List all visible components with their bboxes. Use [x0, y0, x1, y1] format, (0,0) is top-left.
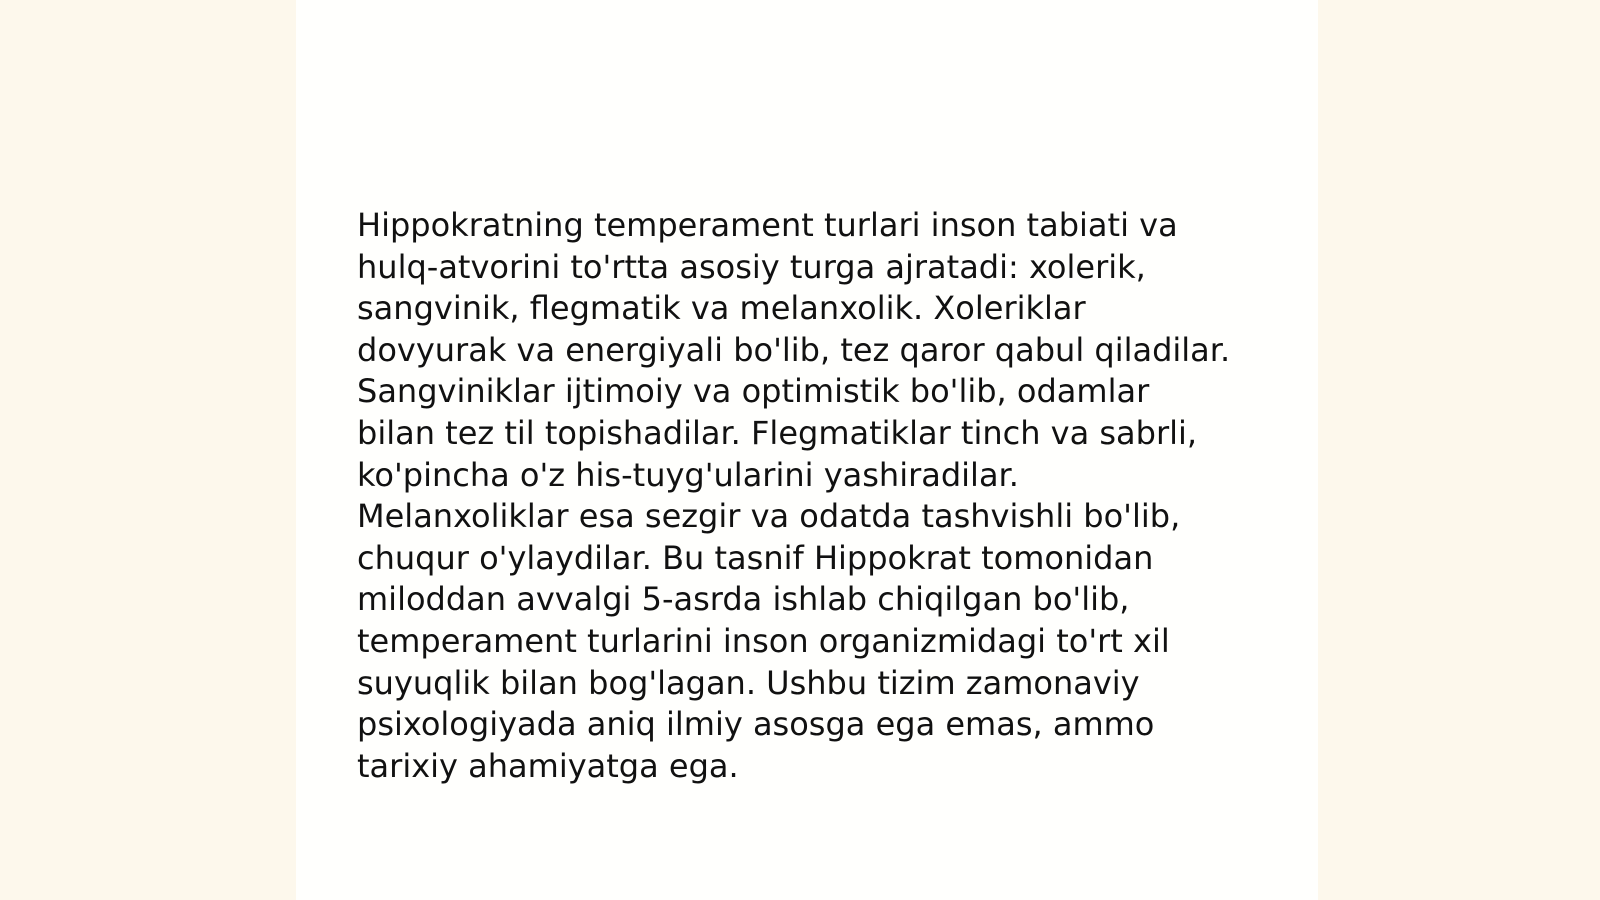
body-paragraph: Hippokratning temperament turlari inson tabiati va hulq-atvorini to'rtta asosiy turga ajratadi: xolerik, sangvinik, flegmatik va melanxolik. Xoleriklar dovyurak va energiyali bo'lib, tez qaror qabul qiladilar. Sangviniklar ijtimoiy va optimistik bo'lib, odamlar bilan tez til topishadilar. Flegmatiklar tinch va sabrli, ko'pincha o'z his-tuyg'ularini yashiradilar. Melanxoliklar esa sezgir va odatda tashvishli bo'lib, chuqur o'ylaydilar. Bu tasnif Hippokrat tomonidan miloddan avvalgi 5-asrda ishlab chiqilgan bo'lib, temperament turlarini inson organizmidagi to'rt xil suyuqlik bilan bog'lagan. Ushbu tizim zamonaviy psixologiyada aniq ilmiy asosga ega emas, ammo tarixiy ahamiyatga ega. — [357, 206, 1231, 785]
document-page — [296, 0, 1318, 900]
